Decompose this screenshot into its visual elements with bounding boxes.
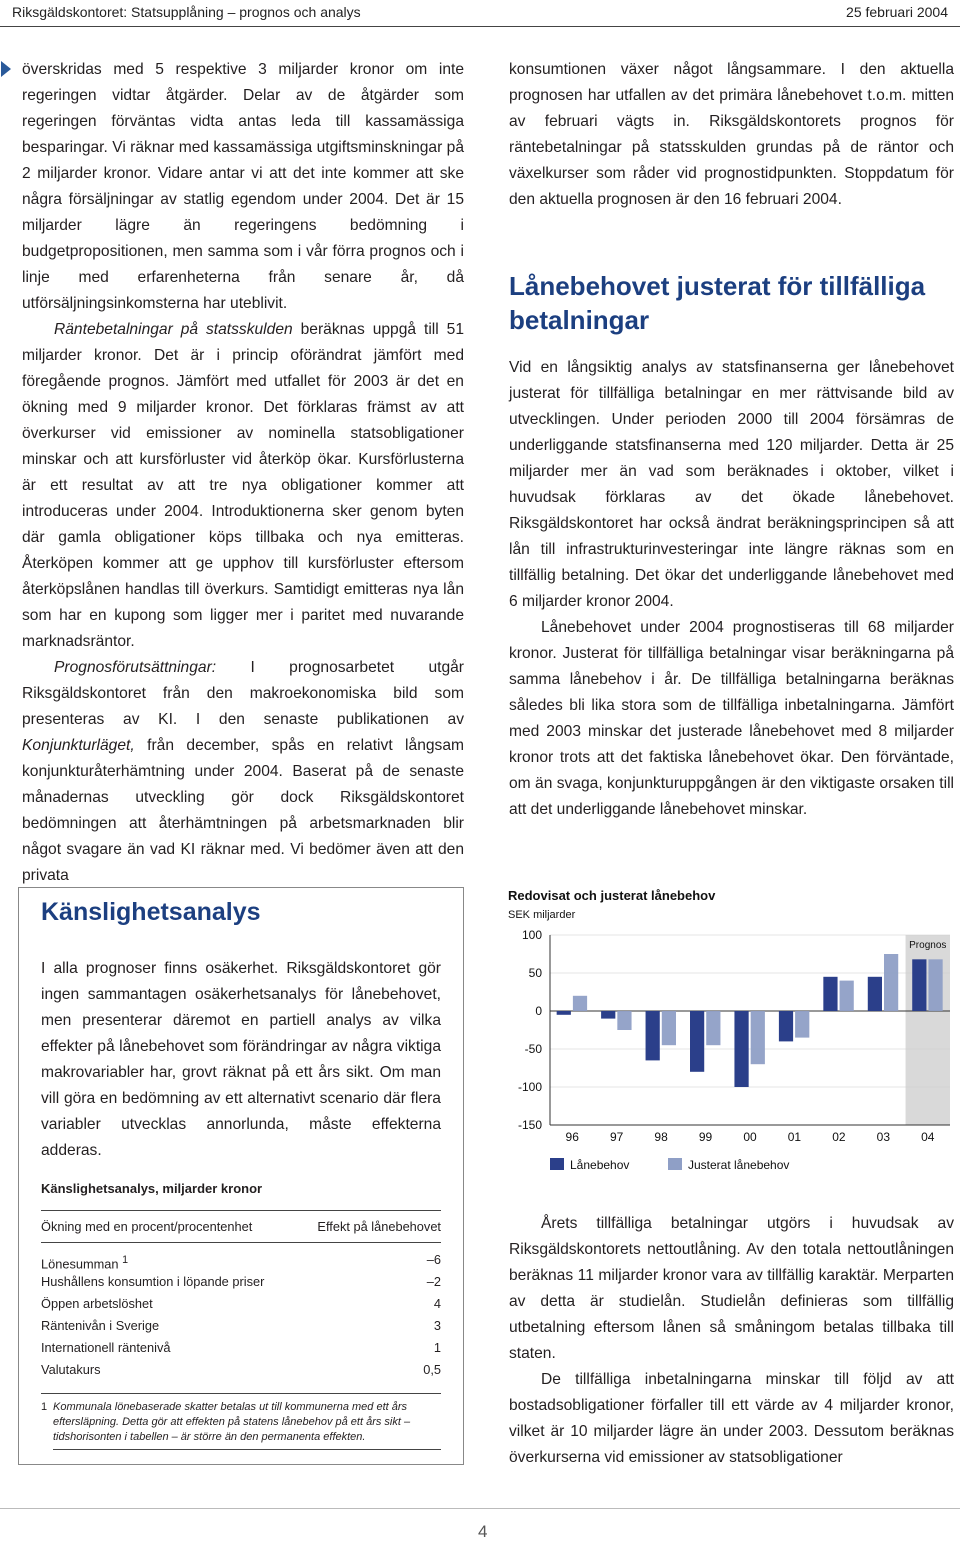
- row-label: Valutakurs: [41, 1362, 101, 1377]
- bar-lanebehov-03: [868, 977, 882, 1011]
- forecast-label: Prognos: [909, 940, 947, 951]
- row-label: Hushållens konsumtion i löpande priser: [41, 1274, 265, 1289]
- bar-lanebehov-96: [557, 1011, 571, 1015]
- y-tick-label: 50: [528, 966, 542, 980]
- borrowing-chart: [502, 880, 952, 1180]
- section-heading: Lånebehovet justerat för tillfälliga betalningar: [509, 271, 926, 335]
- italic-lead-rantebetalningar: Räntebetalningar på statsskulden: [54, 321, 293, 338]
- continuation-arrow-icon: [1, 61, 11, 77]
- bar-justerat-97: [617, 1011, 631, 1030]
- bar-justerat-03: [884, 954, 898, 1011]
- left-paragraph-2: [22, 317, 464, 655]
- left-paragraph-1: överskridas med 5 respektive 3 miljarder kronor om inte regeringen vidtar åtgärder. Delar av de åtgärder som regeringen förväntas vidta antas leda till kassamässiga besparingar. Vi räknar med kassamässiga utgiftsminskningar på 2 miljarder kronor. Vidare antar vi att det inte kommer att ske några försäljningar av statlig egendom under 2004. Det är 15 miljarder lägre än regeringens bedömning i budgetpropositionen, men samma som i vår förra prognos och i linje med erfarenheterna från senare år, då utförsäljningsinkomsterna har uteblivit.: [22, 61, 464, 312]
- sensitivity-box: [18, 887, 464, 1465]
- page-header-date: 25 februari 2004: [846, 4, 948, 20]
- row-label: [41, 1249, 128, 1271]
- table-footnote: [41, 1393, 441, 1450]
- row-value: –6: [426, 1252, 441, 1267]
- legend-label: Justerat lånebehov: [688, 1158, 790, 1172]
- right-column: [509, 57, 954, 823]
- footnote-mark: 1: [41, 1401, 48, 1413]
- bar-justerat-01: [795, 1011, 809, 1038]
- table-header: [41, 1211, 441, 1242]
- bar-lanebehov-98: [646, 1011, 660, 1060]
- bar-justerat-99: [706, 1011, 720, 1045]
- italic-konjunkturlaget: Konjunkturläget,: [22, 737, 135, 754]
- x-tick-label: 00: [743, 1130, 757, 1144]
- page-header-left: Riksgäldskontoret: Statsupplåning – prognos och analys: [12, 4, 361, 20]
- table-row: [41, 1315, 441, 1337]
- table-row: [41, 1293, 441, 1315]
- y-tick-label: -50: [524, 1042, 542, 1056]
- bar-justerat-96: [573, 996, 587, 1011]
- x-tick-label: 04: [921, 1130, 935, 1144]
- right-paragraph-2: Vid en långsiktig analys av statsfinanserna ger lånebehovet justerat för tillfälliga betalningar en mer rättvisande bild av utvecklingen. Under perioden 2000 till 2004 försämras de underliggande statsfinanserna med 120 miljarder. Detta är 25 miljarder mer än vad som beräknades i oktober, vilket i huvudsak förklaras av det ökade lånebehovet. Riksgäldskontoret har också ändrat beräkningsprincipen så att lån till infrastrukturinvesteringar inte längre räknas som en tillfällig betalning. Det ökar det underliggande lånebehovet med 6 miljarder kronor 2004.: [509, 359, 954, 610]
- table-row: [41, 1249, 441, 1271]
- row-value: 3: [433, 1318, 441, 1333]
- bar-lanebehov-04: [912, 959, 926, 1011]
- y-tick-label: 100: [521, 928, 542, 942]
- bar-lanebehov-02: [823, 977, 837, 1011]
- chart-title: Redovisat och justerat lånebehov: [508, 888, 716, 903]
- row-label-text: Lönesumman: [41, 1256, 119, 1272]
- footnote-text: Kommunala lönebaserade skatter betalas ut till kommunerna med ett års eftersläpning. Detta gör att effekten på statens lånebehov på ett års sikt – tidshorisonten i tabellen – är större än den permanenta effekten.: [53, 1400, 441, 1450]
- x-tick-label: 02: [832, 1130, 846, 1144]
- row-label: Öppen arbetslöshet: [41, 1296, 153, 1311]
- legend-swatch: [550, 1158, 564, 1170]
- bar-lanebehov-01: [779, 1011, 793, 1041]
- y-tick-label: -150: [517, 1118, 542, 1132]
- box-title: Känslighetsanalys: [41, 898, 261, 926]
- table-title: Känslighetsanalys, miljarder kronor: [41, 1181, 263, 1196]
- right-paragraph-1: konsumtionen växer något långsammare. I den aktuella prognosen har utfallen av det primära lånebehovet t.o.m. mitten av februari vägts in. Riksgäldskontorets prognos för räntebetalningar på statsskulden grundas på de räntor och växelkurser som råder vid prognostidpunkten. Stoppdatum för den aktuella prognosen är den 16 februari 2004.: [509, 61, 954, 208]
- chart-ylabel: SEK miljarder: [508, 909, 576, 921]
- table-header-col2: Effekt på lånebehovet: [317, 1219, 441, 1234]
- bar-lanebehov-99: [690, 1011, 704, 1072]
- left-paragraph-3: [22, 655, 464, 889]
- page-number: 4: [478, 1522, 488, 1541]
- bar-justerat-00: [751, 1011, 765, 1064]
- x-tick-label: 01: [787, 1130, 802, 1144]
- bar-justerat-98: [662, 1011, 676, 1045]
- row-value: 4: [433, 1296, 441, 1311]
- bar-lanebehov-97: [601, 1011, 615, 1019]
- row-value: –2: [426, 1274, 441, 1289]
- sensitivity-table: [41, 1210, 441, 1450]
- x-tick-label: 98: [654, 1130, 668, 1144]
- x-tick-label: 97: [609, 1130, 624, 1144]
- bar-lanebehov-00: [734, 1011, 748, 1087]
- table-header-col1: Ökning med en procent/procentenhet: [41, 1219, 253, 1234]
- left-column: [22, 57, 464, 889]
- right-lower-column: [509, 1211, 954, 1471]
- bar-justerat-02: [840, 981, 854, 1011]
- legend-swatch: [668, 1158, 682, 1170]
- x-tick-label: 96: [565, 1130, 579, 1144]
- header-rule: [0, 26, 960, 27]
- left-paragraph-3-text: I prognosarbetet utgår Riksgäldskontoret från den makroekonomiska bild som presenteras av KI. I den senaste publikationen av: [22, 659, 464, 728]
- table-row: [41, 1359, 441, 1381]
- row-label: Internationell räntenivå: [41, 1340, 171, 1355]
- box-intro: I alla prognoser finns osäkerhet. Riksgäldskontoret gör ingen sammantagen osäkerhetsanalys för lånebehovet, men presenterar däremot en partiell analys av vilka effekter på lånebehovet som förändringar av några viktiga makrovariabler har, grovt räknat på ett års sikt. Om man vill göra en bedömning av ett alternativt scenario där flera variabler utvecklas annorlunda, måste effekterna adderas.: [41, 960, 441, 1159]
- left-paragraph-3-cont: från december, spås en relativt långsam konjunkturåterhämtning under 2004. Baserat på de senaste månadernas utveckling gör dock Riksgäldskontoret bedömningen att återhämtningen på arbetsmarknaden blir något svagare än vad KI räknar med. Vi bedömer även att den privata: [22, 737, 465, 884]
- right-paragraph-3: Lånebehovet under 2004 prognostiseras till 68 miljarder kronor. Justerat för tillfälliga betalningar visar beräkningarna på samma lånebehov i år. De tillfälliga betalningarna beräknas således bli lika stora som de tillfälliga inbetalningarna. Jämfört med 2003 minskar det justerade lånebehovet med 8 miljarder kronor trots att det faktiska lånebehovet ökar. Den förväntade, om än svaga, konjunkturuppgången är den viktigaste orsaken till att det underliggande lånebehovet minskar.: [509, 619, 954, 818]
- y-tick-label: -100: [517, 1080, 542, 1094]
- row-value: 0,5: [423, 1362, 441, 1377]
- left-paragraph-2-text: beräknas uppgå till 51 miljarder kronor. Det är i princip oförändrat jämfört med föregående prognos. Jämfört med utfallet för 2003 är det en ökning med 9 miljarder kronor. Det förklaras främst av att överkurser vid emissioner av nominella statsobligationer minskar och att kursförluster vid återköp ökar. Kursförlusterna är ett resultat av att tre nya obligationer kommer att introduceras under 2004. Introduktionerna sker genom byten där gamla obligationer köps tillbaka och nya emitteras. Återköpen kommer att ge upphov till kursförluster eftersom återköpslånen handlas till överkurs. Samtidigt emitteras nya lån som har en kupong som ligger mer i paritet med nuvarande marknadsräntor.: [22, 321, 464, 650]
- x-tick-label: 03: [876, 1130, 891, 1144]
- x-tick-label: 99: [698, 1130, 713, 1144]
- italic-lead-prognos: Prognosförutsättningar:: [54, 659, 217, 676]
- footer-rule: [0, 1508, 960, 1509]
- row-label: Räntenivån i Sverige: [41, 1318, 160, 1333]
- y-tick-label: 0: [535, 1004, 542, 1018]
- bar-justerat-04: [928, 959, 942, 1011]
- right-lower-paragraph-1: Årets tillfälliga betalningar utgörs i huvudsak av Riksgäldskontorets nettoutlåning. Av den totala nettoutlåningen beräknas 11 miljarder kronor vara av tillfällig karaktär. Merparten av detta är studielån. Studielån definieras som tillfällig utbetalning eftersom lånen så småningom betalas tillbaka till staten.: [509, 1215, 954, 1362]
- table-rows: [41, 1243, 441, 1381]
- legend-label: Lånebehov: [570, 1158, 630, 1172]
- row-sup: 1: [122, 1254, 129, 1266]
- right-lower-paragraph-2: De tillfälliga inbetalningarna minskar till följd av att bostadsobligationer förfaller till ett värde av 4 miljarder kronor, vilket är 10 miljarder lägre än under 2003. Dessutom beräknas överkurserna vid emissioner av statsobligationer: [509, 1371, 954, 1466]
- table-row: [41, 1337, 441, 1359]
- row-value: 1: [433, 1340, 441, 1355]
- table-row: [41, 1271, 441, 1293]
